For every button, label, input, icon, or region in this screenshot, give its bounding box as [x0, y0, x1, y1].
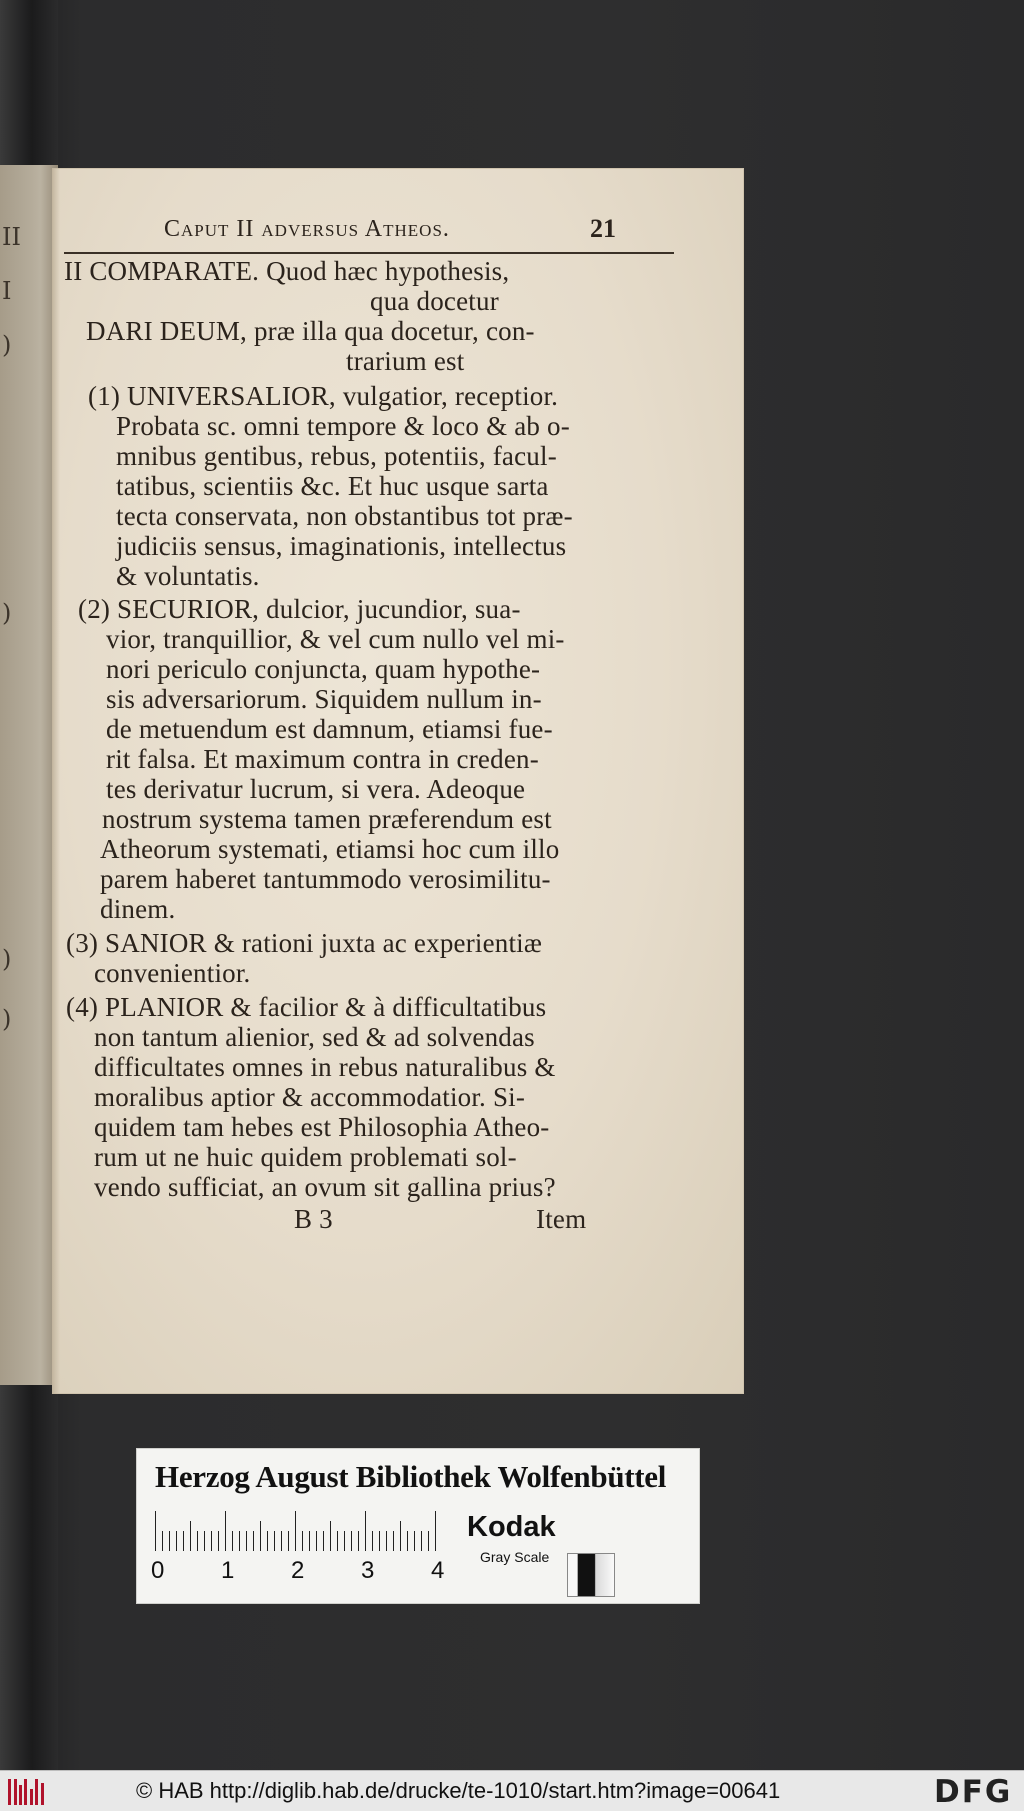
text-line: Probata sc. omni tempore & loco & ab o- [116, 411, 570, 441]
ruler-tick [400, 1521, 401, 1551]
prev-mark: ) [2, 599, 12, 627]
footer-bar [0, 1770, 1024, 1811]
ruler-tick [323, 1531, 324, 1551]
kodak-brand: Kodak [467, 1511, 556, 1543]
text-line: & voluntatis. [116, 561, 260, 591]
ruler-number: 2 [291, 1557, 305, 1584]
ruler-tick [162, 1531, 163, 1551]
text-line: (3) SANIOR & rationi juxta ac experientiæ [66, 928, 543, 958]
ruler-tick [267, 1531, 268, 1551]
text-line: sis adversariorum. Siquidem nullum in- [106, 684, 542, 714]
ruler-tick [218, 1531, 219, 1551]
text-line: tecta conservata, non obstantibus tot præ- [116, 501, 573, 531]
ruler-scale [155, 1507, 445, 1551]
prev-mark: ) [2, 331, 12, 359]
text-line: (2) SECURIOR, dulcior, jucundior, sua- [78, 594, 521, 624]
ruler-tick [358, 1531, 359, 1551]
ruler-numbers [151, 1557, 471, 1587]
ruler-tick [295, 1511, 296, 1551]
text-line: nostrum systema tamen præferendum est [102, 804, 552, 834]
ruler-tick [204, 1531, 205, 1551]
catchword: Item [536, 1204, 587, 1234]
ruler-tick [274, 1531, 275, 1551]
text-line: nori periculo conjuncta, quam hypothe- [106, 654, 541, 684]
ruler-tick [183, 1531, 184, 1551]
text-line: moralibus aptior & accommodatior. Si- [94, 1082, 526, 1112]
text-line: dinem. [100, 894, 176, 924]
text-line: non tantum alienior, sed & ad solvendas [94, 1022, 535, 1052]
text-line: II COMPARATE. Quod hæc hypothesis, [64, 256, 510, 286]
copyright-url[interactable]: © HAB http://diglib.hab.de/drucke/te-1010/start.htm?image=00641 [136, 1778, 781, 1803]
ruler-tick [176, 1531, 177, 1551]
text-line: parem haberet tantummodo verosimilitu- [100, 864, 551, 894]
ruler-tick [337, 1531, 338, 1551]
ruler-tick [281, 1531, 282, 1551]
ruler-tick [260, 1521, 261, 1551]
ruler-number: 3 [361, 1557, 375, 1584]
header-rule [64, 252, 674, 254]
ruler-tick [197, 1531, 198, 1551]
ruler-tick [239, 1531, 240, 1551]
ruler-tick [379, 1531, 380, 1551]
gray-scale-caption: Gray Scale [480, 1549, 550, 1565]
ruler-tick [211, 1531, 212, 1551]
text-line: (4) PLANIOR & facilior & à difficultatibus [66, 992, 547, 1022]
ruler-tick [344, 1531, 345, 1551]
text-line: Atheorum systemati, etiamsi hoc cum illo [100, 834, 560, 864]
page-number: 21 [590, 214, 616, 243]
prev-mark: II [2, 223, 21, 251]
text-line: mnibus gentibus, rebus, potentiis, facul- [116, 441, 557, 471]
ruler-tick [288, 1531, 289, 1551]
ruler-tick [302, 1531, 303, 1551]
gray-scale-chip [567, 1553, 615, 1597]
ruler-tick [155, 1511, 156, 1551]
ruler-tick [386, 1531, 387, 1551]
ruler-tick [365, 1511, 366, 1551]
ruler-tick [309, 1531, 310, 1551]
text-line: DARI DEUM, præ illa qua docetur, con- [86, 316, 535, 346]
text-line: vendo sufficiat, an ovum sit gallina prius? [94, 1172, 556, 1202]
ruler-tick [393, 1531, 394, 1551]
ruler-tick [330, 1521, 331, 1551]
page-text [52, 168, 744, 1394]
text-line: tes derivatur lucrum, si vera. Adeoque [106, 774, 526, 804]
ruler-tick [421, 1531, 422, 1551]
ruler-number: 4 [431, 1557, 445, 1584]
text-line: vior, tranquillior, & vel cum nullo vel mi- [106, 624, 565, 654]
text-line: rum ut ne huic quidem problemati sol- [94, 1142, 517, 1172]
ruler-tick [435, 1511, 436, 1551]
text-line: tatibus, scientiis &c. Et huc usque sarta [116, 471, 549, 501]
running-head: Caput II adversus Atheos. [164, 216, 450, 242]
text-line: qua docetur [370, 286, 499, 316]
ruler-tick [351, 1531, 352, 1551]
signature-mark: B 3 [294, 1204, 333, 1234]
prev-mark: ) [2, 945, 12, 973]
ruler-tick [414, 1531, 415, 1551]
library-color-target-label [136, 1448, 700, 1604]
ruler-tick [190, 1521, 191, 1551]
ruler-tick [372, 1531, 373, 1551]
ruler-tick [253, 1531, 254, 1551]
library-name: Herzog August Bibliothek Wolfenbüttel [155, 1459, 667, 1494]
ruler-tick [316, 1531, 317, 1551]
prev-mark: I [2, 277, 12, 305]
text-line: trarium est [346, 346, 465, 376]
ruler-number: 1 [221, 1557, 235, 1584]
ruler-tick [428, 1531, 429, 1551]
ruler-number: 0 [151, 1557, 165, 1584]
ruler-tick [232, 1531, 233, 1551]
text-line: difficultates omnes in rebus naturalibus & [94, 1052, 556, 1082]
hab-barcode-logo-icon [8, 1779, 48, 1805]
ruler-tick [169, 1531, 170, 1551]
dfg-logo: DFG [934, 1774, 1013, 1810]
text-line: de metuendum est damnum, etiamsi fue- [106, 714, 553, 744]
ruler-tick [225, 1511, 226, 1551]
previous-page-marks [2, 165, 52, 1385]
text-line: judiciis sensus, imaginationis, intellectus [116, 531, 567, 561]
prev-mark: ) [2, 1005, 12, 1033]
text-line: quidem tam hebes est Philosophia Atheo- [94, 1112, 550, 1142]
ruler-tick [407, 1531, 408, 1551]
text-line: rit falsa. Et maximum contra in creden- [106, 744, 539, 774]
text-line: (1) UNIVERSALIOR, vulgatior, receptior. [88, 381, 559, 411]
ruler-tick [246, 1531, 247, 1551]
text-line: convenientior. [94, 958, 251, 988]
